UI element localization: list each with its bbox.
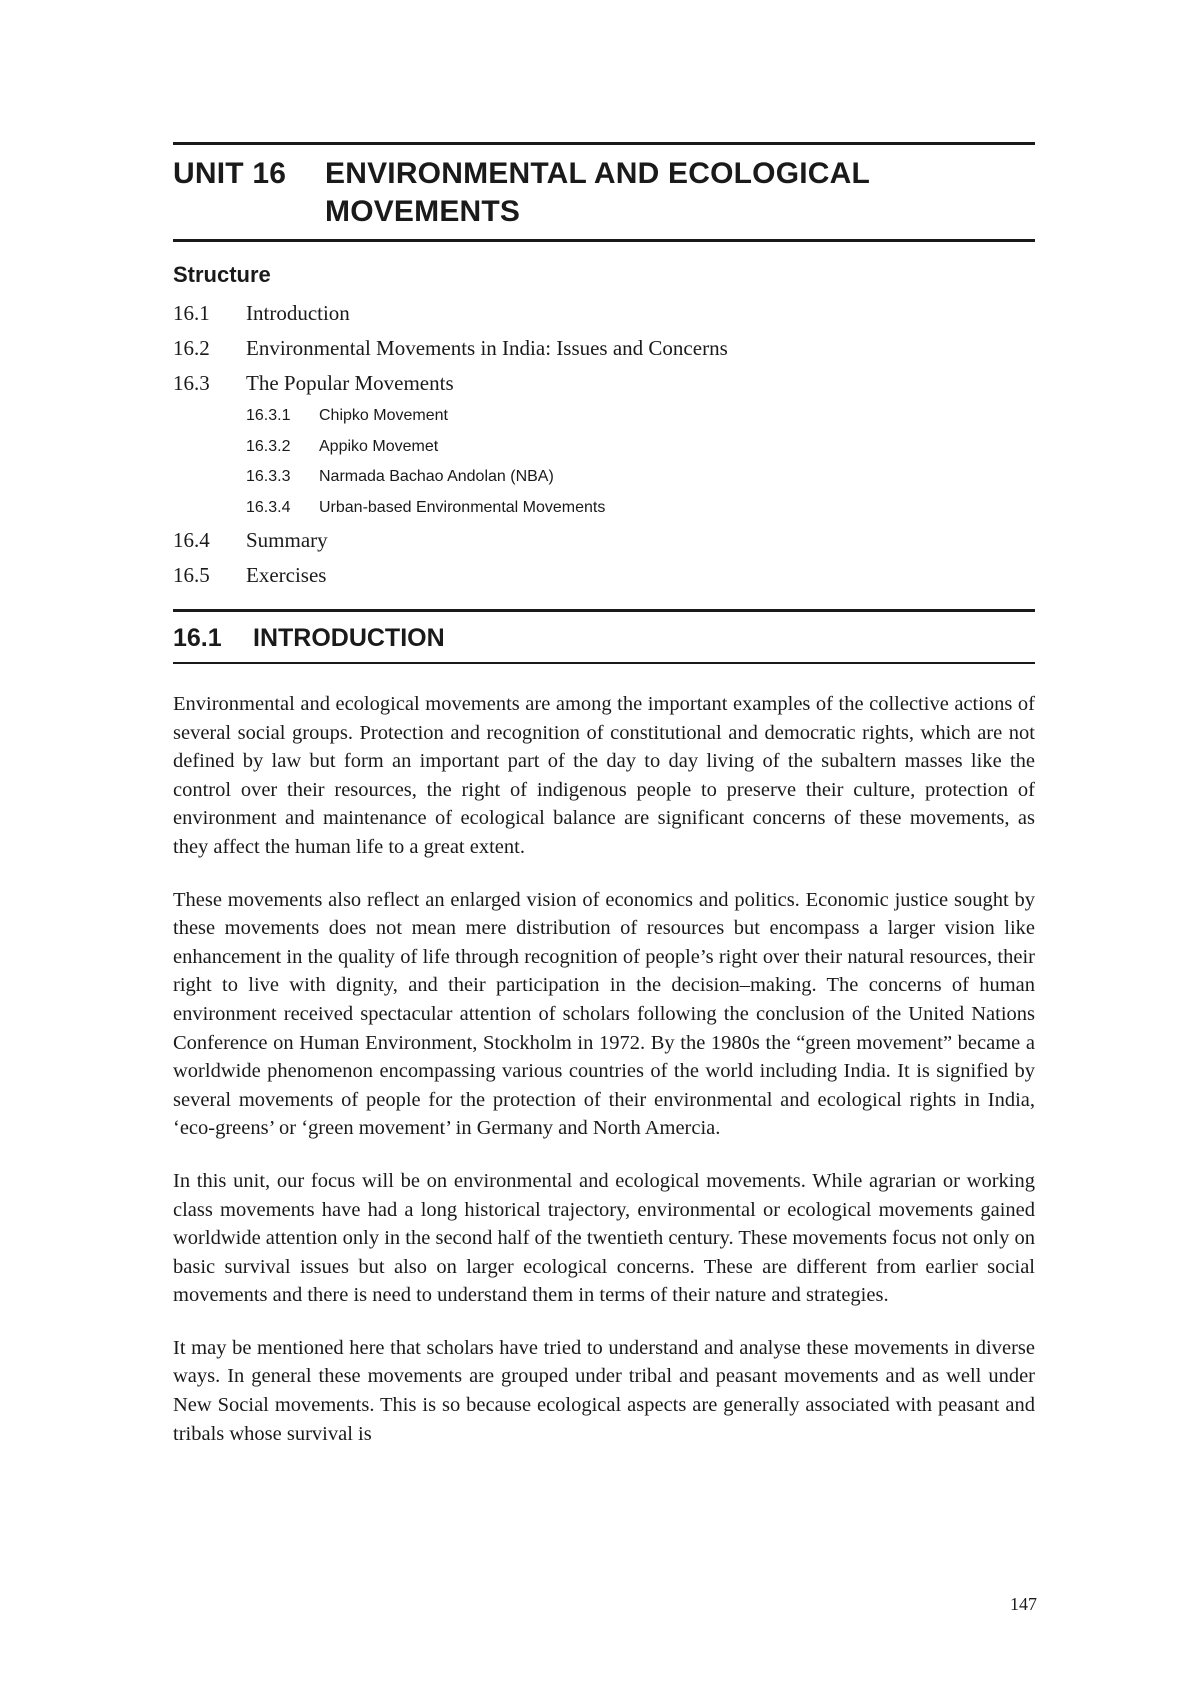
paragraph: It may be mentioned here that scholars have tried to understand and analyse these movements in diverse ways. In general these movements are grouped under tribal and peasant movements and as well under New Social movements. This is so because ecological aspects are generally associated with peasant and tribals whose survival is: [173, 1336, 1035, 1445]
title-bottom-rule: [173, 239, 1035, 242]
paragraph: Environmental and ecological movements are among the important examples of the collective actions of several social groups. Protection and recognition of constitutional and democratic rights, which are not defined by law but form an important part of the day to day living of the subaltern masses like the control over their resources, the right of indigenous people to preserve their culture, protection of environment and maintenance of ecological balance are significant concerns of these movements, as they affect the human life to a great extent.: [173, 693, 1035, 858]
unit-title: [173, 145, 1035, 239]
toc-item: [173, 523, 1035, 558]
unit-title-line-1: ENVIRONMENTAL AND ECOLOGICAL: [325, 157, 871, 190]
toc-item-label: Introduction: [246, 301, 350, 325]
toc-subitem: [173, 493, 1035, 524]
toc-item: [173, 366, 1035, 401]
toc-item-number: 16.2: [173, 336, 210, 360]
toc-subitem-label: Urban-based Environmental Movements: [319, 498, 606, 516]
document-page: [173, 142, 1035, 1448]
paragraph: These movements also reflect an enlarged vision of economics and politics. Economic justice sought by these movements does not mean mere distribution of resources but encompass a larger vision like enhancement in the quality of life through recognition of people’s right over their natural resources, their right to live with dignity, and their participation in the decision–making. The concerns of human environment received spectacular attention of scholars following the conclusion of the United Nations Conference on Human Environment, Stockholm in 1972. By the 1980s the “green movement” became a worldwide phenomenon encompassing various countries of the world including India. It is signified by several movements of people for the protection of their environmental and ecological rights in India, ‘eco-greens’ or ‘green movement’ in Germany and North Amercia.: [173, 888, 1035, 1140]
toc-subitem: [173, 401, 1035, 432]
section-number: 16.1: [173, 624, 222, 652]
toc-item-label: The Popular Movements: [246, 371, 454, 395]
toc-item-label: Summary: [246, 528, 328, 552]
toc-subitem-label: Narmada Bachao Andolan (NBA): [319, 468, 554, 485]
toc-subitem-label: Appiko Movemet: [319, 437, 439, 455]
section-bottom-rule: [173, 662, 1035, 664]
toc-subitem-number: 16.3.1: [246, 407, 291, 424]
table-of-contents: [173, 296, 1035, 593]
toc-subitem: [173, 432, 1035, 463]
toc-subitem: [173, 462, 1035, 493]
structure-heading: Structure: [173, 262, 271, 287]
toc-item: [173, 296, 1035, 331]
page-number: 147: [1010, 1594, 1037, 1614]
unit-number: UNIT 16: [173, 157, 287, 190]
toc-item-number: 16.3: [173, 371, 210, 395]
toc-subitem-number: 16.3.3: [246, 468, 291, 485]
toc-subitem-number: 16.3.4: [246, 498, 291, 516]
section-title: INTRODUCTION: [253, 624, 445, 652]
toc-item: [173, 331, 1035, 366]
toc-item: [173, 558, 1035, 593]
toc-item-label: Environmental Movements in India: Issues and Concerns: [246, 336, 728, 360]
toc-item-label: Exercises: [246, 563, 327, 587]
toc-subitem-number: 16.3.2: [246, 437, 291, 455]
toc-subitem-label: Chipko Movement: [319, 407, 448, 424]
unit-title-line-2: MOVEMENTS: [325, 195, 521, 228]
toc-item-number: 16.5: [173, 563, 210, 587]
toc-item-number: 16.1: [173, 301, 210, 325]
toc-item-number: 16.4: [173, 528, 210, 552]
section-heading: [173, 612, 1035, 662]
paragraph: In this unit, our focus will be on environmental and ecological movements. While agrarian or working class movements have had a long historical trajectory, environmental or ecological movements gained worldwide attention only in the second half of the twentieth century. These movements focus not only on basic survival issues but also on larger ecological concerns. These are different from earlier social movements and there is need to understand them in terms of their nature and strategies.: [173, 1169, 1035, 1307]
